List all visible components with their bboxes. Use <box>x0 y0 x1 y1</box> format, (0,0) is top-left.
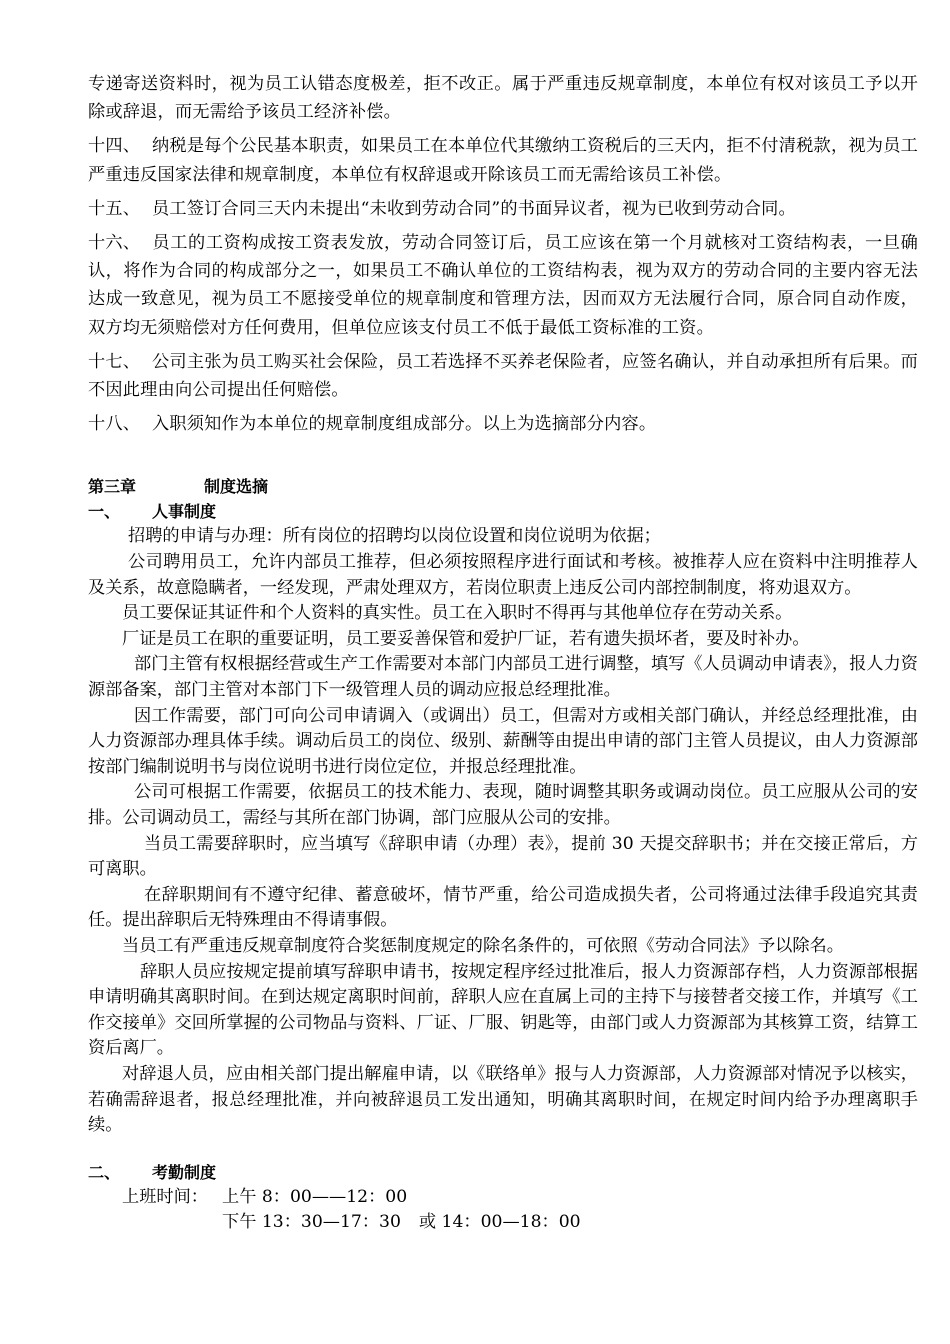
item-text: 公司主张为员工购买社会保险，员工若选择不买养老保险者，应签名确认，并自动承担所有后果。而不因此理由向公司提出任何赔偿。 <box>88 351 918 401</box>
item-text: 员工签订合同三天内未提出“未收到劳动合同”的书面异议者，视为已收到劳动合同。 <box>152 198 796 219</box>
item-18 <box>88 410 918 438</box>
paragraph: 当员工需要辞职时，应当填写《辞职申请（办理）表》，提前 30 天提交辞职书；并在交接正常后，方可离职。 <box>88 833 918 880</box>
item-number: 十五、 <box>88 198 141 219</box>
paragraph: 当员工有严重违反规章制度符合奖惩制度规定的除名条件的，可依照《劳动合同法》予以除名。 <box>122 935 844 956</box>
section-heading-attendance <box>88 1161 918 1185</box>
item-text: 员工的工资构成按工资表发放，劳动合同签订后，员工应该在第一个月就核对工资结构表，一旦确认，将作为合同的构成部分之一，如果员工不确认单位的工资结构表，视为双方的劳动合同的主要内容无法达成一致意见，视为员工不愿接受单位的规章制度和管理方法，因而双方无法履行合同，原合同自动作废，双方均无须赔偿对方任何费用，但单位应该支付员工不低于最低工资标准的工资。 <box>88 233 918 338</box>
morning-hours: 上午 8：00——12：00 <box>222 1186 408 1207</box>
document-page <box>88 70 918 1236</box>
item-number: 十六、 <box>88 233 141 254</box>
paragraph: 对辞退人员，应由相关部门提出解雇申请，以《联络单》报与人力资源部，人力资源部对情况予以核实，若确需辞退者，报总经理批准，并向被辞退员工发出通知，明确其离职时间，在规定时间内给予办理离职手续。 <box>88 1063 918 1136</box>
chapter-heading <box>88 474 918 500</box>
afternoon-hours: 下午 13：30—17：30 <box>222 1212 401 1233</box>
spacer <box>88 1139 918 1161</box>
item-number: 十四、 <box>88 136 141 157</box>
item-text: 纳税是每个公民基本职责，如果员工在本单位代其缴纳工资税后的三天内，拒不付清税款，视为员工严重违反国家法律和规章制度，本单位有权辞退或开除该员工而无需给该员工补偿。 <box>88 136 918 185</box>
paragraph: 在辞职期间有不遵守纪律、蓄意破坏，情节严重，给公司造成损失者，公司将通过法律手段追究其责任。提出辞职后无特殊理由不得请事假。 <box>88 884 918 931</box>
paragraph: 公司可根据工作需要，依据员工的技术能力、表现，随时调整其职务或调动岗位。员工应服从公司的安排。公司调动员工，需经与其所在部门协调，部门应服从公司的安排。 <box>88 782 918 828</box>
paragraph: 厂证是员工在职的重要证明，员工要妥善保管和爱护厂证，若有遗失损坏者，要及时补办。 <box>122 628 810 649</box>
section-title: 人事制度 <box>152 502 217 522</box>
section-number: 二、 <box>88 1162 121 1182</box>
section-heading-personnel <box>88 500 918 524</box>
work-time-morning <box>88 1185 918 1211</box>
paragraph: 辞职人员应按规定提前填写辞职申请书，按规定程序经过批准后，报人力资源部存档，人力资源部根据申请明确其离职时间。在到达规定离职时间前，辞职人应在直属上司的主持下与接替者交接工作，并填写《工作交接单》交回所掌握的公司物品与资料、厂证、厂服、钥匙等，由部门或人力资源部为其核算工资，结算工资后离厂。 <box>88 961 918 1059</box>
chapter-title: 制度选摘 <box>204 477 269 497</box>
afternoon-hours-alt: 或 14：00—18：00 <box>418 1212 581 1233</box>
paragraph: 招聘的申请与办理：所有岗位的招聘均以岗位设置和岗位说明为依据； <box>128 526 661 547</box>
item-14 <box>88 132 918 188</box>
paragraph: 因工作需要，部门可向公司申请调入（或调出）员工，但需对方或相关部门确认，并经总经理批准，由人力资源部办理具体手续。调动后员工的岗位、级别、薪酬等由提出申请的部门主管人员提议，由人力资源部按部门编制说明书与岗位说明书进行岗位定位，并报总经理批准。 <box>88 705 918 777</box>
paragraph: 员工要保证其证件和个人资料的真实性。员工在入职时不得再与其他单位存在劳动关系。 <box>122 603 793 624</box>
item-16 <box>88 229 918 342</box>
paragraph: 部门主管有权根据经营或生产工作需要对本部门内部员工进行调整，填写《人员调动申请表》，报人力资源部备案，部门主管对本部门下一级管理人员的调动应报总经理批准。 <box>88 654 918 700</box>
chapter-number: 第三章 <box>88 477 137 497</box>
item-number: 十七、 <box>88 351 141 372</box>
paragraph: 公司聘用员工，允许内部员工推荐，但必须按照程序进行面试和考核。被推荐人应在资料中注明推荐人及关系，故意隐瞒者，一经发现，严肃处理双方，若岗位职责上违反公司内部控制制度，将劝退双方。 <box>88 552 918 598</box>
section-number: 一、 <box>88 502 121 522</box>
item-17 <box>88 348 918 404</box>
intro-paragraph: 专递寄送资料时，视为员工认错态度极差，拒不改正。属于严重违反规章制度，本单位有权对该员工予以开除或辞退，而无需给予该员工经济补偿。 <box>88 74 918 123</box>
spacer <box>88 444 918 474</box>
item-15 <box>88 195 918 223</box>
item-text: 入职须知作为本单位的规章制度组成部分。以上为选摘部分内容。 <box>152 414 657 435</box>
section-title: 考勤制度 <box>152 1162 217 1182</box>
work-time-label: 上班时间： <box>122 1186 208 1207</box>
item-number: 十八、 <box>88 414 141 435</box>
work-time-afternoon <box>88 1210 918 1236</box>
